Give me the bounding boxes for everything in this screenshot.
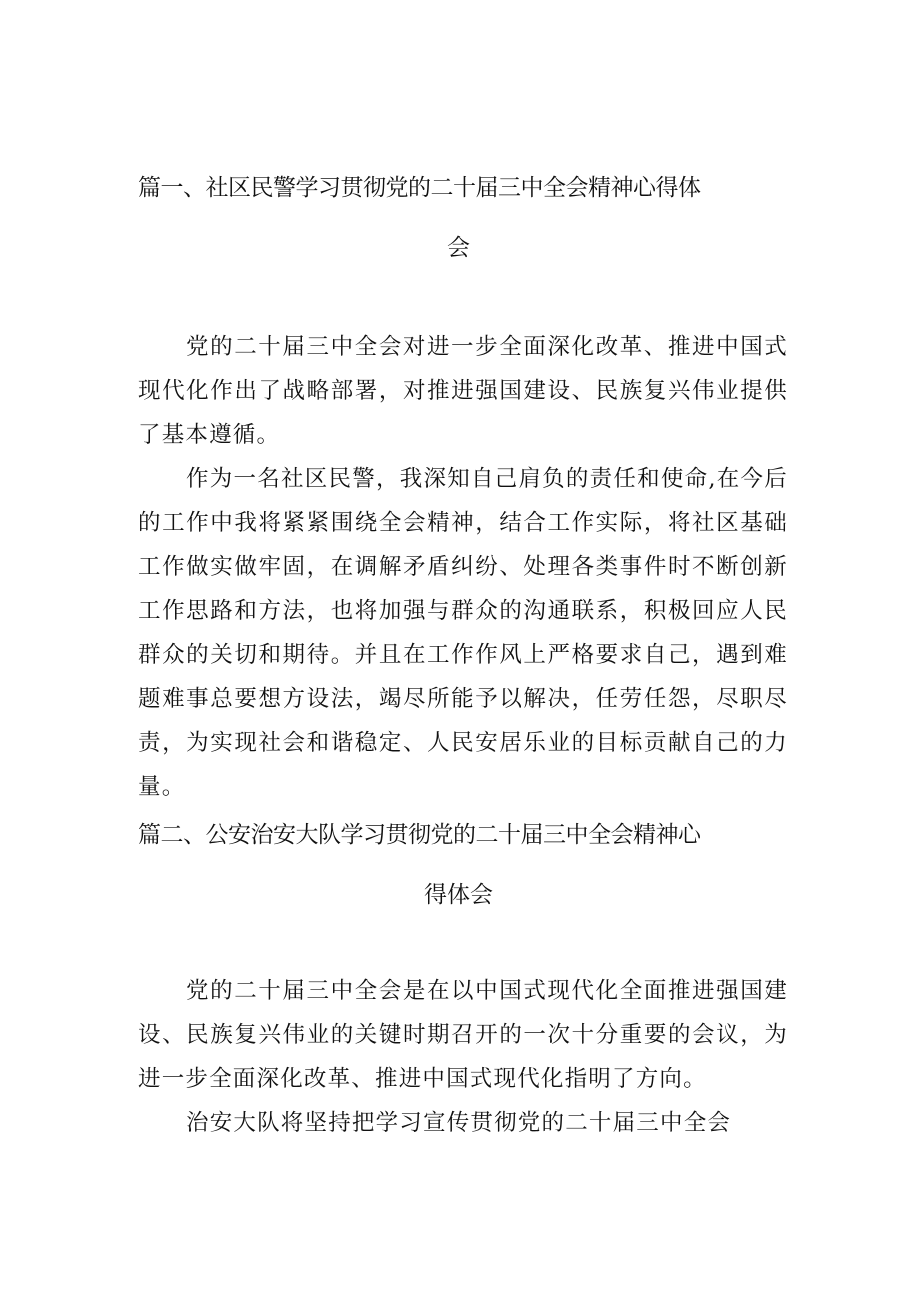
- section-1-paragraph-2: 作为一名社区民警，我深知自己肩负的责任和使命,在今后的工作中我将紧紧围绕全会精神，结合工作实际，将社区基础工作做实做牢固，在调解矛盾纠纷、处理各类事件时不断创新工作思路和方法，也将加强与群众的沟通联系，积极回应人民群众的关切和期待。并且在工作作风上严格要求自己，遇到难题难事总要想方设法，竭尽所能予以解决，任劳任怨，尽职尽责，为实现社会和谐稳定、人民安居乐业的目标贡献自己的力量。: [138, 466, 788, 800]
- section-2-paragraph-2: 治安大队将坚持把学习宣传贯彻党的二十届三中全会: [186, 1110, 732, 1136]
- section-1-title-line-2: 会: [447, 235, 470, 261]
- section-1-paragraph-1: 党的二十届三中全会对进一步全面深化改革、推进中国式现代化作出了战略部署，对推进强国建设、民族复兴伟业提供了基本遵循。: [138, 334, 788, 448]
- section-2-title-line-1: 篇二、公安治安大队学习贯彻党的二十届三中全会精神心: [138, 822, 701, 848]
- section-2-paragraph-1: 党的二十届三中全会是在以中国式现代化全面推进强国建设、民族复兴伟业的关键时期召开的一次十分重要的会议，为进一步全面深化改革、推进中国式现代化指明了方向。: [138, 978, 788, 1092]
- section-2-title-line-2: 得体会: [424, 882, 493, 908]
- section-1-title-line-1: 篇一、社区民警学习贯彻党的二十届三中全会精神心得体: [138, 175, 701, 201]
